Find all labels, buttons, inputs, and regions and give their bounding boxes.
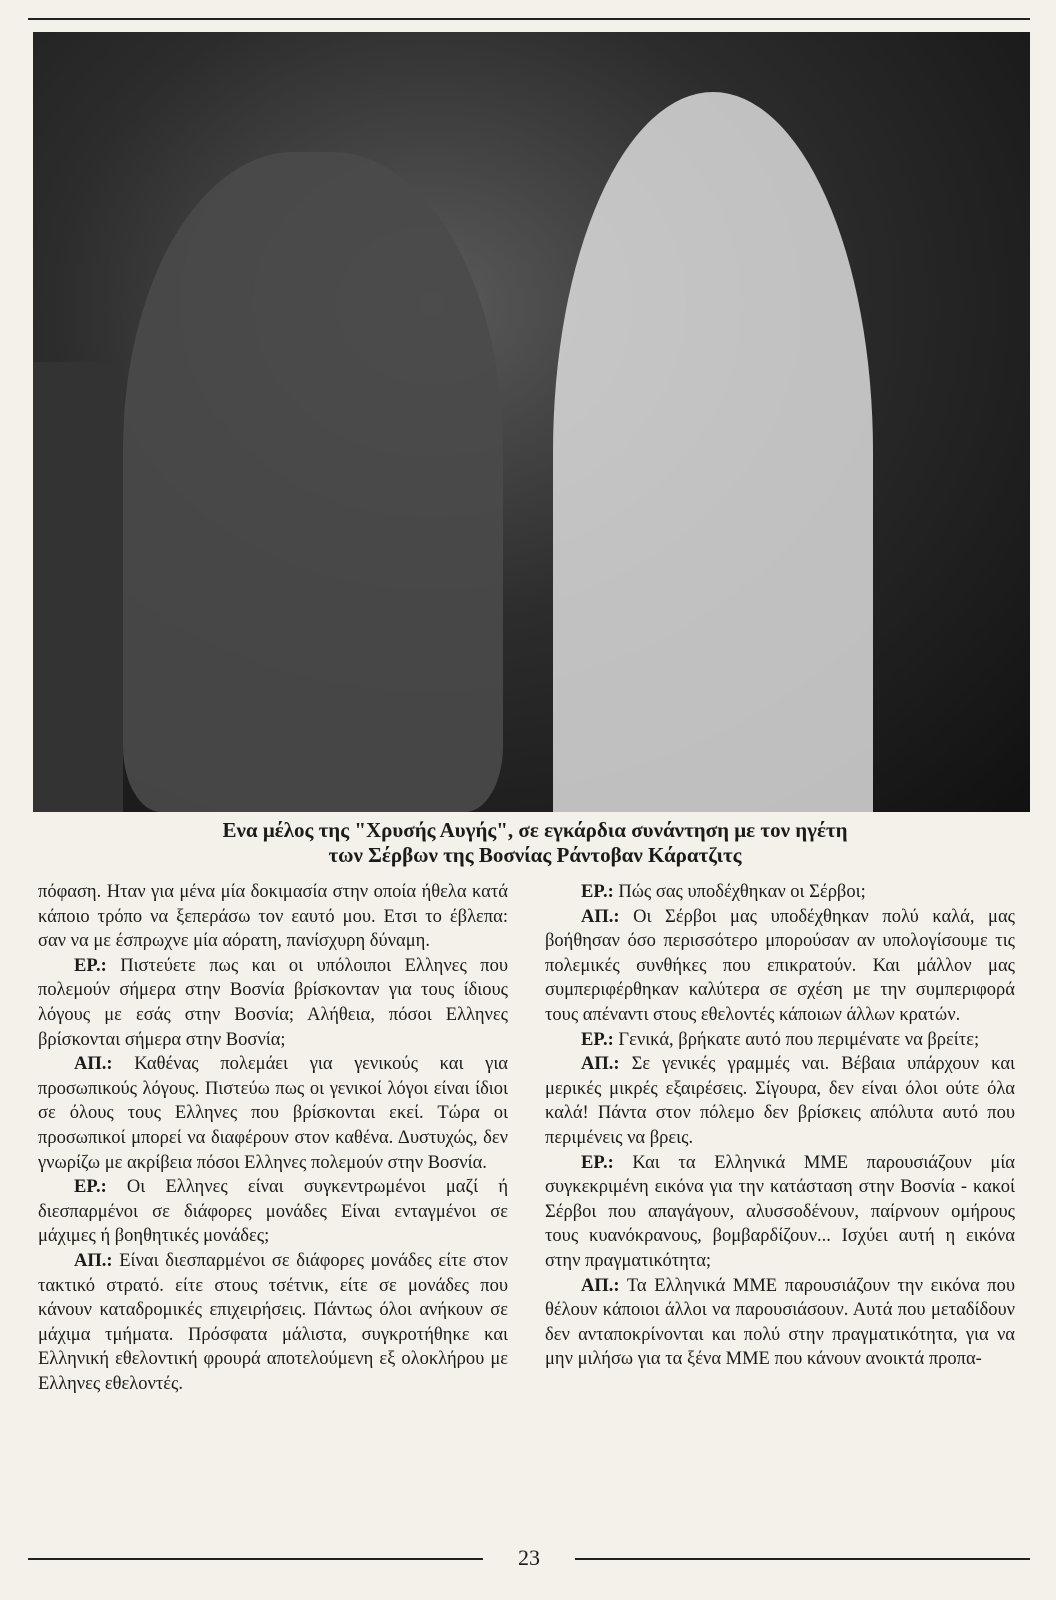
speaker-label: ΑΠ.:	[581, 1054, 620, 1075]
paragraph	[545, 1028, 1015, 1053]
left-column	[38, 880, 508, 1396]
paragraph-text: Οι Σέρβοι μας υποδέχθηκαν πολύ καλά, μας βοήθησαν όσο περισσότερο μπορούσαν αν υπολογίσουμε τις πολεμικές συνθήκες που επικρατούν. Και μάλλον μας συμπεριφέρθηκαν καλύτερα σε σχέση με την συμπεριφορά τους απέναντι στους εθελοντές κάποιων άλλων κρατών.	[545, 906, 1015, 1025]
paragraph-text: πόφαση. Ηταν για μένα μία δοκιμασία στην οποία ήθελα κατά κάποιο τρόπο να ξεπεράσω τον εαυτό μου. Ετσι το έβλεπα: σαν να με έσπρωχνε μία αόρατη, πανίσχυρη δύναμη.	[38, 882, 508, 952]
paragraph	[38, 1175, 508, 1249]
paragraph-text: Οι Ελληνες είναι συγκεντρωμένοι μαζί ή διεσπαρμένοι σε διάφορες μονάδες Είναι ενταγμένοι σε μάχιμες ή βοηθητικές μονάδες;	[38, 1177, 508, 1247]
photo-figure-right	[553, 92, 873, 812]
paragraph	[545, 880, 1015, 905]
paragraph	[545, 1052, 1015, 1150]
paragraph-text: Και τα Ελληνικά ΜΜΕ παρουσιάζουν μία συγκεκριμένη εικόνα για την κατάσταση στην Βοσνία - κακοί Σέρβοι που απαγάγουν, αλυσσοδένουν, παίρνουν ομήρους τους κυανόκρανους, βομβαρδίζουν... Ισχύει αυτή η εικόνα στην πραγματικότητα;	[545, 1152, 1015, 1271]
paragraph	[38, 1249, 508, 1397]
photo-figure-background	[33, 362, 123, 812]
paragraph	[545, 905, 1015, 1028]
speaker-label: ΕΡ.:	[581, 882, 614, 902]
page-footer	[28, 1545, 1030, 1575]
paragraph-text: Πιστεύετε πως και οι υπόλοιποι Ελληνες που πολεμούν σήμερα στην Βοσνία βρίσκονταν για τους ίδιους λόγους με εσάς στην Βοσνία; Αλήθεια, πόσοι Ελληνες βρίσκονται σήμερα στην Βοσνία;	[38, 955, 508, 1050]
caption-line-2: των Σέρβων της Βοσνίας Ράντοβαν Κάρατζιτς	[328, 843, 742, 867]
speaker-label: ΕΡ.:	[74, 955, 107, 976]
speaker-label: ΕΡ.:	[581, 1029, 614, 1050]
paragraph-text: Γενικά, βρήκατε αυτό που περιμένατε να βρείτε;	[613, 1029, 980, 1050]
top-rule	[28, 18, 1030, 20]
footer-rule-right	[575, 1558, 1030, 1560]
paragraph	[38, 880, 508, 954]
page-number: 23	[518, 1545, 540, 1570]
paragraph-text: Καθένας πολεμάει για γενικούς και για προσωπικούς λόγους. Πιστεύω πως οι γενικοί λόγοι είναι ίδιοι σε όλους τους Ελληνες που βρίσκονται εκεί. Τώρα οι προσωπικοί μπορεί να διαφέρουν στον καθένα. Δυστυχώς, δεν γνωρίζω με ακρίβεια πόσοι Ελληνες πολεμούν στην Βοσνία.	[38, 1054, 508, 1173]
paragraph-text: Σε γενικές γραμμές ναι. Βέβαια υπάρχουν και μερικές μικρές εξαιρέσεις. Σίγουρα, δεν είναι όλοι ούτε όλα καλά! Πάντα στον πόλεμο δεν βρίσκεις απόλυτα αυτό που περιμένεις να βρεις.	[545, 1054, 1015, 1148]
paragraph-text: Είναι διεσπαρμένοι σε διάφορες μονάδες είτε στον τακτικό στρατό. είτε στους τσέτνικ, είτε σε μονάδες που κάνουν καταδρομικές επιχειρήσεις. Πάντως όλοι ανήκουν σε μάχιμα τμήματα. Πρόσφατα μάλιστα, συγκροτήθηκε και Ελληνική εθελοντική φρουρά αποτελούμενη εξ ολοκλήρου με Ελληνες εθελοντές.	[38, 1250, 508, 1394]
paragraph	[545, 1274, 1015, 1372]
speaker-label: ΑΠ.:	[581, 906, 620, 927]
speaker-label: ΑΠ.:	[581, 1275, 620, 1296]
photo-figure-left	[123, 152, 503, 812]
paragraph-text: Τα Ελληνικά ΜΜΕ παρουσιάζουν την εικόνα που θέλουν κάποιοι άλλοι να παρουσιάσουν. Αυτά που μεταδίδουν δεν ανταποκρίνονται και πολύ στην πραγματικότητα, για να μην μιλήσω για τα ξένα ΜΜΕ που κάνουν ανοικτά προπα-	[545, 1275, 1015, 1370]
caption-line-1: Ενα μέλος της "Χρυσής Αυγής", σε εγκάρδια συνάντηση με τον ηγέτη	[222, 818, 848, 842]
paragraph	[38, 954, 508, 1052]
paragraph	[38, 1052, 508, 1175]
speaker-label: ΑΠ.:	[74, 1250, 113, 1271]
paragraph	[545, 1151, 1015, 1274]
right-column	[545, 880, 1015, 1372]
photo-caption	[40, 818, 1030, 868]
paragraph-text: Πώς σας υποδέχθηκαν οι Σέρβοι;	[613, 882, 866, 902]
speaker-label: ΑΠ.:	[74, 1054, 113, 1075]
speaker-label: ΕΡ.:	[74, 1177, 107, 1198]
news-photo	[33, 32, 1030, 812]
speaker-label: ΕΡ.:	[581, 1152, 614, 1173]
